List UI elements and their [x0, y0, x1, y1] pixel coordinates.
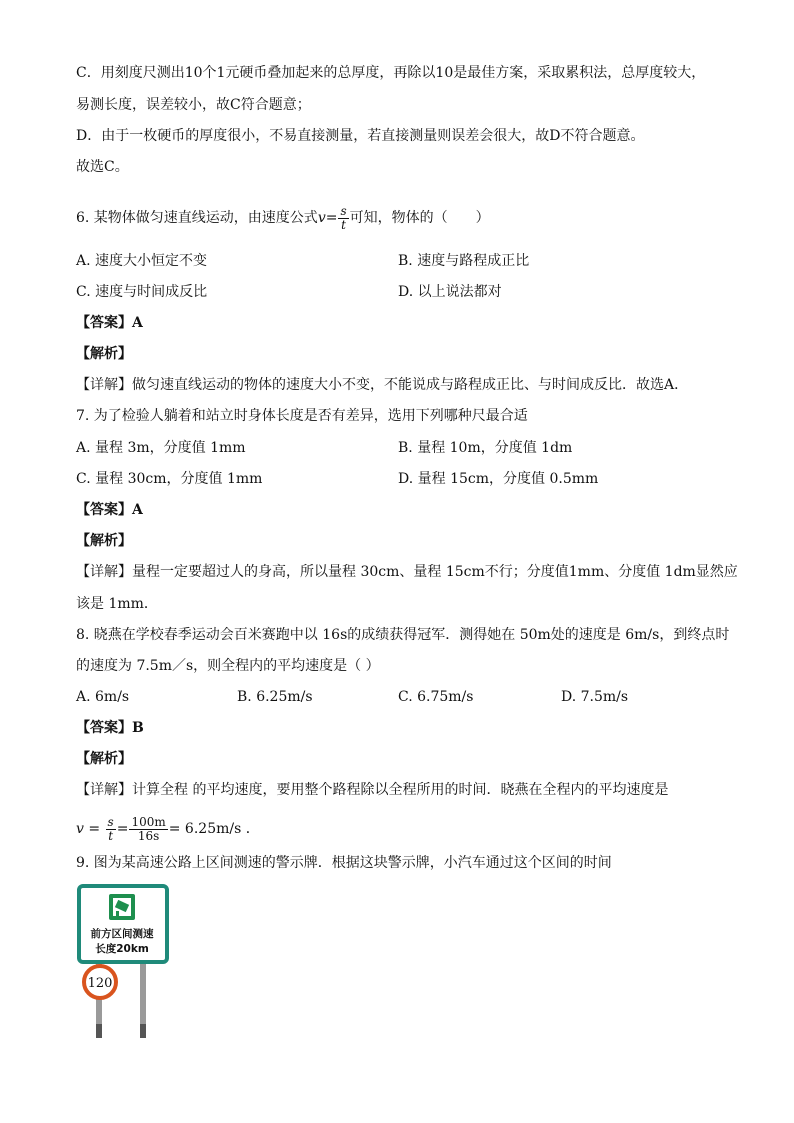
q7-option-d: D. 量程 15cm，分度值 0.5mm	[398, 471, 599, 487]
speed-limit-value: 120	[87, 976, 113, 991]
q7-detail-line2: 该是 1mm．	[76, 596, 158, 612]
q7-option-c: C. 量程 30cm，分度值 1mm	[76, 471, 263, 487]
camera-icon-mount	[116, 911, 119, 916]
q7-option-b: B. 量程 10m，分度值 1dm	[398, 440, 573, 456]
q6-stem-before: 6. 某物体做匀速直线运动，由速度公式	[76, 210, 318, 226]
q6-option-b: B. 速度与路程成正比	[398, 253, 530, 269]
q8-analysis-label: 【解析】	[76, 751, 132, 767]
q8-formula-s: s	[107, 814, 114, 829]
q8-formula-equals: =	[116, 821, 129, 837]
q8-formula-v: v =	[76, 821, 101, 837]
left-pole-base	[96, 1024, 102, 1038]
q8-option-c: C. 6.75m/s	[398, 689, 474, 705]
prev-option-c-line2: 易测长度，误差较小，故C符合题意；	[76, 97, 311, 113]
q6-formula-numerator: s	[340, 203, 347, 218]
q9-stem: 9. 图为某高速公路上区间测速的警示牌．根据这块警示牌，小汽车通过这个区间的时间	[76, 855, 612, 871]
q8-formula-numerator: 100m	[131, 814, 166, 829]
q6-analysis-label: 【解析】	[76, 346, 132, 362]
q6-option-c: C. 速度与时间成反比	[76, 284, 208, 300]
q6-formula-v: v=	[317, 210, 338, 226]
speed-section-sign-figure	[76, 884, 172, 1040]
q8-option-b: B. 6.25m/s	[237, 689, 313, 705]
right-pole-base	[140, 1024, 146, 1038]
q6-option-a: A. 速度大小恒定不变	[76, 253, 208, 269]
prev-conclusion: 故选C。	[76, 159, 129, 175]
q8-detail-formula	[76, 810, 260, 848]
q6-detail: 【详解】做匀速直线运动的物体的速度大小不变，不能说成与路程成正比、与时间成反比．故选A．	[76, 377, 689, 393]
q8-detail-line1: 【详解】计算全程 的平均速度，要用整个路程除以全程所用的时间．晓燕在全程内的平均速度是	[76, 782, 669, 798]
q8-formula-denominator: 16s	[137, 828, 160, 843]
q8-option-a: A. 6m/s	[76, 689, 130, 705]
q6-formula-denominator: t	[341, 217, 346, 232]
q7-stem: 7. 为了检验人躺着和站立时身体长度是否有差异，选用下列哪种尺最合适	[76, 408, 528, 424]
sign-text-line1: 前方区间测速	[90, 928, 154, 940]
q7-option-a: A. 量程 3m，分度值 1mm	[76, 440, 246, 456]
q6-formula-fraction	[338, 205, 348, 232]
q6-option-d: D. 以上说法都对	[398, 284, 502, 300]
q8-formula-fraction-st	[106, 816, 116, 843]
q8-answer: 【答案】B	[76, 720, 144, 736]
q8-formula-result: = 6.25m/s ．	[168, 821, 260, 837]
q8-formula-t: t	[108, 828, 114, 843]
q6-stem	[76, 200, 490, 236]
q8-formula-fraction-values	[129, 816, 167, 843]
sign-text-line2: 长度20km	[95, 943, 149, 955]
q8-stem-line2: 的速度为 7.5m／s，则全程内的平均速度是（ ）	[76, 658, 380, 674]
q8-option-d: D. 7.5m/s	[561, 689, 629, 705]
q6-answer: 【答案】A	[76, 315, 143, 331]
prev-option-c-line1: C．用刻度尺测出10个1元硬币叠加起来的总厚度，再除以10是最佳方案，采取累积法，总厚度较大，	[76, 65, 706, 81]
q7-analysis-label: 【解析】	[76, 533, 132, 549]
q7-answer: 【答案】A	[76, 502, 143, 518]
q7-detail-line1: 【详解】量程一定要超过人的身高，所以量程 30cm、量程 15cm不行；分度值1mm、分度值 1dm显然应	[76, 564, 738, 580]
prev-option-d-line: D．由于一枚硬币的厚度很小，不易直接测量，若直接测量则误差会很大，故D不符合题意。	[76, 128, 645, 144]
q8-stem-line1: 8. 晓燕在学校春季运动会百米赛跑中以 16s的成绩获得冠军．测得她在 50m处的速度是 6m/s，到终点时	[76, 627, 730, 643]
sign-illustration	[76, 884, 172, 1040]
q6-stem-after: 可知，物体的（ ）	[349, 210, 490, 226]
